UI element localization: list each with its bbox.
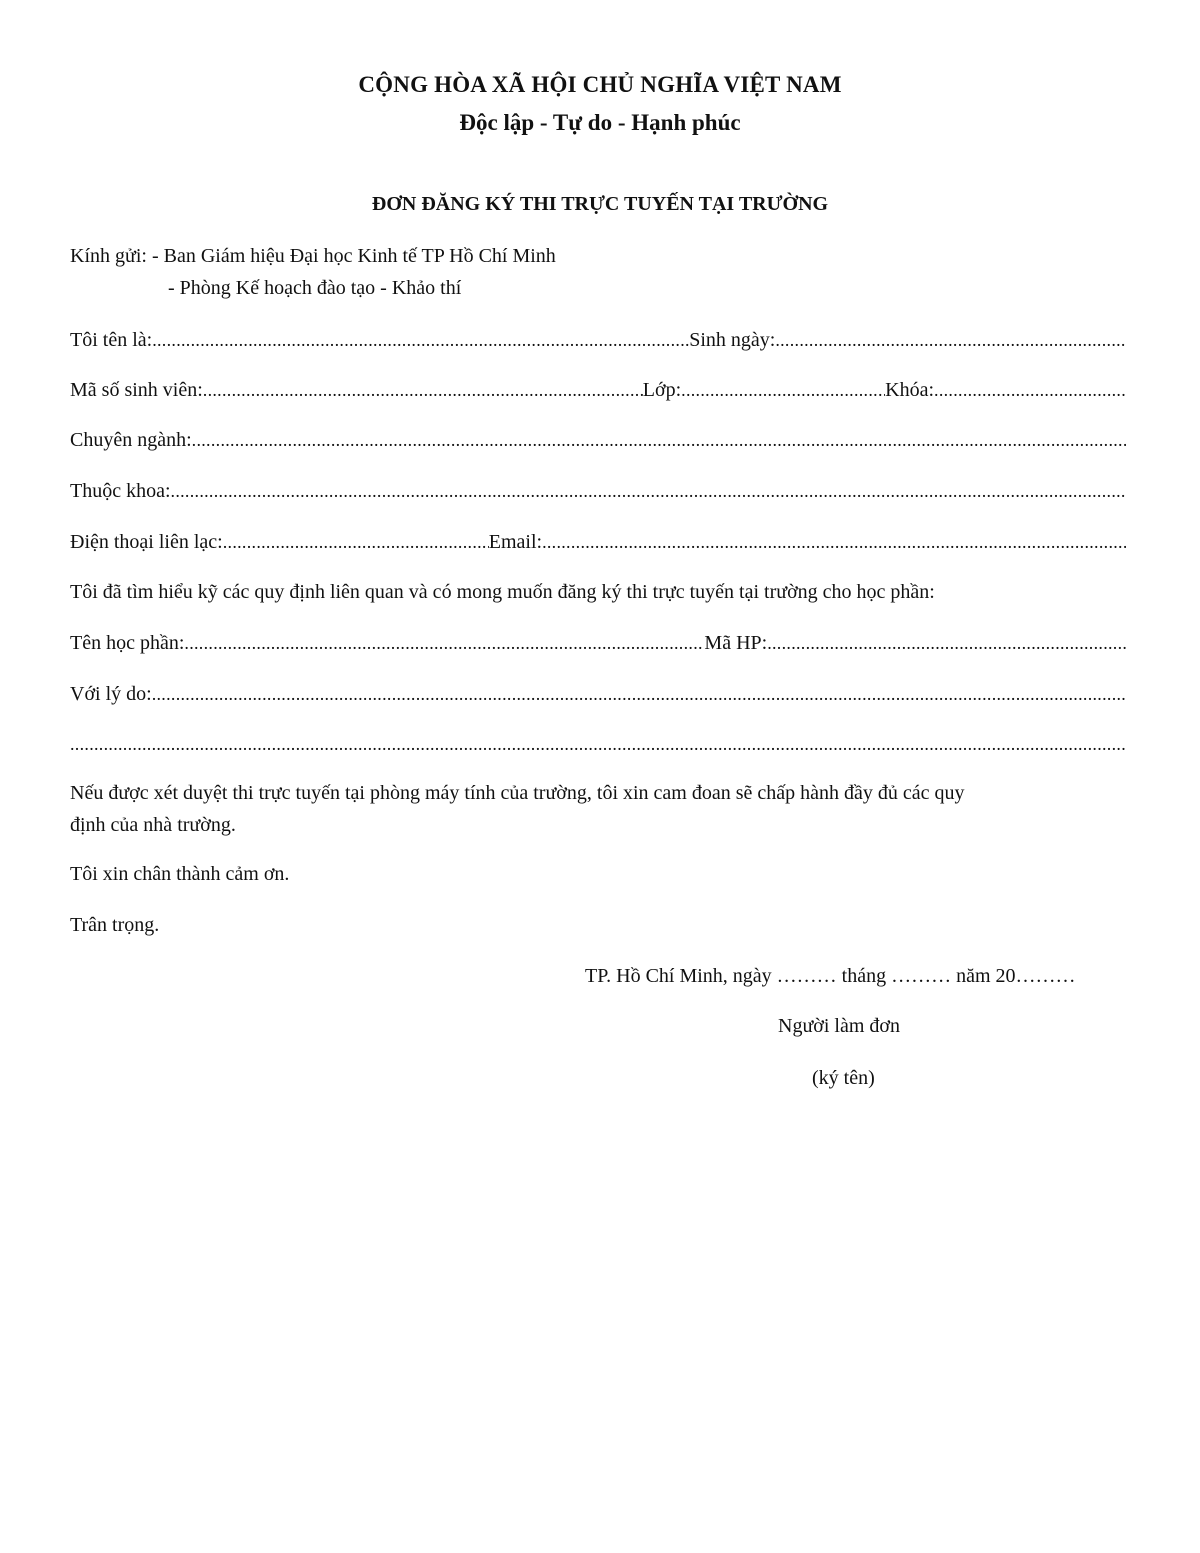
email-label: Email: [488, 531, 543, 553]
name-dob-row [70, 328, 1126, 352]
student-id-field[interactable] [203, 378, 643, 402]
recipient-line-1: Kính gửi: - Ban Giám hiệu Đại học Kinh tế TP Hồ Chí Minh [70, 245, 556, 267]
faculty-label: Thuộc khoa: [70, 480, 171, 502]
reason-field[interactable] [152, 682, 1126, 706]
class-label: Lớp: [642, 379, 682, 401]
reason-field-line-2[interactable] [70, 732, 1126, 756]
signature-note: (ký tên) [812, 1067, 875, 1089]
commitment-text-line-1: Nếu được xét duyệt thi trực tuyến tại phòng máy tính của trường, tôi xin cam đoan sẽ chấp hành đầy đủ các quy [70, 782, 965, 804]
subject-name-label: Tên học phần: [70, 632, 185, 654]
regards-text: Trân trọng. [70, 914, 160, 936]
national-title: CỘNG HÒA XÃ HỘI CHỦ NGHĨA VIỆT NAM [358, 72, 842, 97]
reason-label: Với lý do: [70, 683, 152, 705]
email-field[interactable] [542, 530, 1126, 554]
name-field[interactable] [152, 328, 689, 352]
student-id-label: Mã số sinh viên: [70, 379, 203, 401]
faculty-row [70, 479, 1126, 503]
reason-row-continued [70, 732, 1126, 756]
subject-name-field[interactable] [184, 631, 704, 655]
major-field[interactable] [192, 428, 1126, 452]
faculty-field[interactable] [171, 479, 1126, 503]
applicant-label: Người làm đơn [778, 1015, 900, 1037]
thanks-text: Tôi xin chân thành cảm ơn. [70, 863, 290, 885]
course-year-field[interactable] [934, 378, 1126, 402]
date-line: TP. Hồ Chí Minh, ngày ……… tháng ……… năm 20……… [585, 965, 1076, 987]
national-motto: Độc lập - Tự do - Hạnh phúc [459, 110, 741, 135]
intro-text: Tôi đã tìm hiểu kỹ các quy định liên quan và có mong muốn đăng ký thi trực tuyến tại trường cho học phần: [70, 581, 935, 603]
major-row [70, 428, 1126, 452]
subject-row [70, 631, 1126, 655]
reason-row [70, 682, 1126, 706]
class-field[interactable] [681, 378, 885, 402]
major-label: Chuyên ngành: [70, 429, 192, 451]
contact-row [70, 530, 1126, 554]
dob-label: Sinh ngày: [689, 329, 776, 351]
recipient-line-2: - Phòng Kế hoạch đào tạo - Khảo thí [168, 277, 462, 299]
subject-code-label: Mã HP: [704, 632, 768, 654]
commitment-text-line-2: định của nhà trường. [70, 814, 236, 836]
dob-field[interactable] [775, 328, 1126, 352]
subject-code-field[interactable] [767, 631, 1126, 655]
course-year-label: Khóa: [885, 379, 935, 401]
form-title: ĐƠN ĐĂNG KÝ THI TRỰC TUYẾN TẠI TRƯỜNG [371, 193, 829, 215]
phone-label: Điện thoại liên lạc: [70, 531, 223, 553]
student-id-row [70, 378, 1126, 402]
name-label: Tôi tên là: [70, 329, 153, 351]
phone-field[interactable] [223, 530, 489, 554]
